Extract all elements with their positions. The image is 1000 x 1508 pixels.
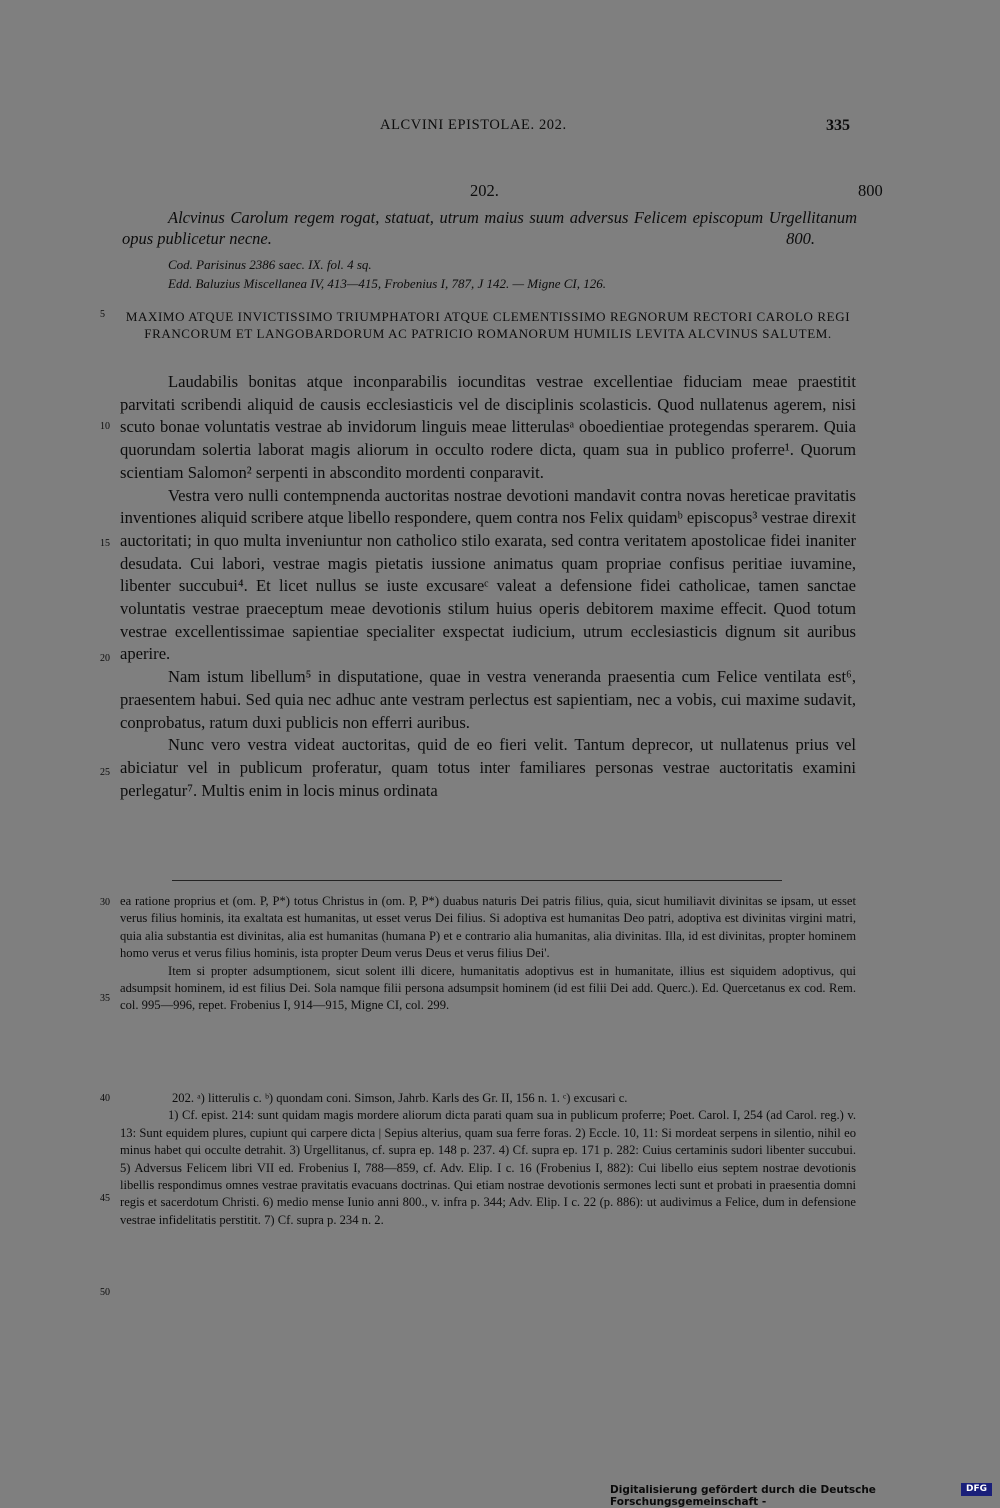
editions-source: Edd. Baluzius Miscellanea IV, 413—415, Frobenius I, 787, J 142. — Migne CI, 126. [168,276,606,291]
running-title: ALCVINI EPISTOLAE. 202. [380,117,567,133]
body-paragraph: Vestra vero nulli contempnenda auctoritas nostrae devotioni mandavit contra novas hereticae pravitatis inventiones aliquid scribere atque libello respondere, quem contra nos Felix quidamᵇ episcopus³ vestrae direxit auctoritati; in quo multa inveniuntur non catholico stilo exarata, sed contra veritatem apostolicae fidei inaniter desudata. Cui labori, vestrae magis pietatis iussione animatus quam propriae confisus peritiae iuvamine, libenter succubui⁴. Et licet nullus se iuste excusareᶜ valeat a defensione fidei catholicae, tamen sanctae voluntatis vestrae praeceptum meae devotionis stilum huius operis debitorem maxime effecit. Quod totum vestrae excellentissimae sapientiae specialiter exspectat iudicium, utrum ecclesiasticis dignum sit auribus aperire. [120,485,856,664]
line-number: 20 [100,653,110,664]
letter-number: 202. [470,181,499,200]
codex-source: Cod. Parisinus 2386 saec. IX. fol. 4 sq. [168,257,372,272]
summary-text: Alcvinus Carolum regem rogat, statuat, utrum maius suum adversus Felicem episcopum Urgellitanum opus publicetur necne. [122,208,857,248]
footnote-divider [172,880,782,881]
upper-footnotes [120,893,856,1015]
source-notes: 1) Cf. epist. 214: sunt quidam magis mordere aliorum dicta parati quam sua in publicum proferre; Poet. Carol. I, 254 (ad Carol. reg.) v. 13: Sunt equidem plures, cupiunt qui carpere dicta | Sepius alterius, quam sua ferre foras. 2) Eccle. 10, 11: Si mordeat serpens in silentio, nihil eo minus habet qui occulte detrahit. 3) Urgellitanus, cf. supra ep. 148 p. 237. 4) Cf. supra ep. 171 p. 282: Cuius certaminis sudori libenter succubui. 5) Adversus Felicem libri VII ed. Frobenius I, 788—859, cf. Adv. Elip. I c. 16 (Frobenius I, 882): Cui libello eius septem nostrae devotionis libellis respondimus omnes vestrae pravitatis evacuans doctrinas. Qui etiam nostrae devotionis sermones lecti sunt et probati in praesentia domni regis et sacerdotum Christi. 6) medio mense Iunio anni 800., v. infra p. 344; Adv. Elip. I c. 22 (p. 886): ut audivimus a Felice, dum in defensione vestrae infidelitatis perstitit. 7) Cf. supra p. 234 n. 2. [120,1108,856,1227]
line-number: 45 [100,1193,110,1204]
line-number: 10 [100,421,110,432]
letter-summary [122,207,857,249]
body-paragraph: Laudabilis bonitas atque inconparabilis iocunditas vestrae excellentiae fiduciam meae praestitit parvitati scribendi aliquid de causis ecclesiasticis vel de disciplinis scolasticis. Quod nullatenus agerem, nisi scuto bonae voluntatis vestrae ab invidorum linguis meae litterulasᵃ oboedientiae protegendas sperarem. Quia quorundam solertia laborat magis aliorum in occulto rodere dicta, quam sua in publico proferre¹. Quorum scientiam Salomon² serpenti in abscondito mordenti conparavit. [120,372,856,482]
line-number: 50 [100,1287,110,1298]
line-number: 15 [100,538,110,549]
footnote-paragraph: Item si propter adsumptionem, sicut solent illi dicere, humanitatis adoptivus est in humanitate, illius est siquidem adoptivus, qui adsumpsit hominem, id est filius Dei. Sola namque filii persona adsumpsit hominem (id est filii Dei add. Querc.). Ed. Quercetanus ex cod. Rem. col. 995—996, repet. Frobenius I, 914—915, Migne CI, col. 299. [120,963,856,1013]
letter-body [120,371,856,802]
dfg-logo: DFG [961,1483,992,1496]
line-number: 30 [100,897,110,908]
line-number: 25 [100,767,110,778]
page-number: 335 [826,117,850,134]
footnote-paragraph: ea ratione proprius et (om. P, P*) totus Christus in (om. P, P*) duabus naturis Dei patris filius, quia, sicut humiliavit divinitas se ipsam, ut esset verus filius hominis, ita exaltata est humanitas, ut esset verus Dei filius. Si adoptiva est humanitas Deo patri, adoptiva est divinitas virgini matri, quia alia substantia est divinitas, alia est humanitas (humana P) et e contrario alia humanitas, alia divinitas. Illa, id est divinitas, propter hominem homo verus et verus filius hominis, ista propter Deum verus Deus et verus filius Dei'. [120,894,856,961]
digitization-credit: Digitalisierung gefördert durch die Deutsche Forschungsgemeinschaft - [610,1484,876,1508]
body-paragraph: Nunc vero vestra videat auctoritas, quid de eo fieri velit. Tantum deprecor, ut nullatenus prius vel abiciatur vel in publicum proferatur, quam totus inter familiares personas vestrae auctoritatis examini perlegatur⁷. Multis enim in locis minus ordinata [120,735,856,800]
year-margin-note: 800 [858,181,883,200]
variant-notes: 202. ᵃ) litterulis c. ᵇ) quondam coni. Simson, Jahrb. Karls des Gr. II, 156 n. 1. ᶜ) excusari c. [172,1091,628,1105]
body-paragraph: Nam istum libellum⁵ in disputatione, quae in vestra veneranda praesentia cum Felice ventilata est⁶, praesentem habui. Sed quia nec adhuc ante vestram perlectus est sapientiam, nec a vobis, cui maxime sudavit, conprobatus, ratum duxi publicis non efferri auribus. [120,667,856,732]
line-number: 40 [100,1093,110,1104]
lower-footnotes [120,1090,856,1229]
summary-year: 800. [786,229,815,248]
line-number: 35 [100,993,110,1004]
line-number: 5 [100,309,105,320]
salutation: MAXIMO ATQUE INVICTISSIMO TRIUMPHATORI ATQUE CLEMENTISSIMO REGNORUM RECTORI CAROLO REGI FRANCORUM ET LANGOBARDORUM AC PATRICIO ROMANORUM HUMILIS LEVITA ALCVINUS SALUTEM. [125,309,851,341]
